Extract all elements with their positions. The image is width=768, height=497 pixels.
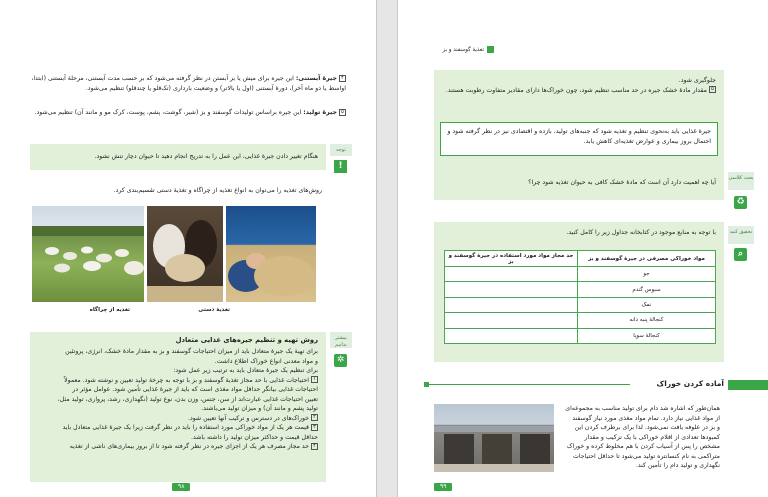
exclamation-icon: ! bbox=[334, 160, 347, 173]
research-text: با توجه به منابع موجود در کتابخانه جداول زیر را کامل کنید. bbox=[566, 229, 716, 236]
table-row: جو bbox=[445, 267, 716, 282]
goats-illustration bbox=[147, 206, 223, 302]
continued-text: جلوگیری شود. ۵مقدار مادهٔ خشک جیره در حد مناسب تنظیم شود، چون خوراک‌ها دارای مقادیر متفاوت رطوبت هستند. bbox=[445, 77, 716, 94]
discussion-question: آیا چه اهمیت دارد آن است که مادهٔ خشک کافی به حیوان تغذیه شود چرا؟ bbox=[528, 179, 716, 186]
running-header: تغذیهٔ گوسفند و بز bbox=[434, 46, 494, 56]
page-number-right: ۹۹ bbox=[434, 483, 452, 491]
left-page bbox=[0, 0, 376, 497]
table-row: کنجالهٔ پنبه دانه bbox=[445, 313, 716, 328]
section-title: آماده کردن خوراک bbox=[656, 379, 724, 388]
molecule-icon: ✲ bbox=[334, 354, 347, 367]
goat-feeding-photo bbox=[147, 206, 223, 302]
section-rule bbox=[424, 384, 630, 385]
caption-manual: تغذیهٔ دستی bbox=[198, 307, 230, 313]
research-tag: تحقیق کنید bbox=[728, 226, 754, 244]
page-number-left: ۹۸ bbox=[172, 483, 190, 491]
feed-barn-photo bbox=[434, 404, 554, 472]
step-3: ۳قیمت هر یک از مواد خوراکی مورد استفاده را باید در نظر گرفت زیرا یک جیرهٔ غذایی متعادل باید bbox=[34, 423, 318, 433]
important-boxed-note: جیرهٔ غذایی باید به‌نحوی تنظیم و تغذیه شود که جنبه‌های تولید، بازده و اقتصادی نیز در نظر گرفته شود و احتمال بروز بیماری و عوارض تغذیه‌ای کاهش یابد. bbox=[440, 122, 718, 156]
table-row: کنجالهٔ سویا bbox=[445, 328, 716, 343]
step-2: ۲خوراک‌های در دسترس و ترکیب آنها تعیین شود. bbox=[34, 414, 318, 424]
recycle-icon: ♻ bbox=[734, 196, 747, 209]
right-page bbox=[398, 0, 768, 497]
more-info-title: روش تهیه و تنظیم جیره‌های غذایی متعادل bbox=[175, 336, 318, 344]
discussion-tag: بحث کلاسی bbox=[728, 172, 754, 190]
table-row: سبوس گندم bbox=[445, 282, 716, 297]
section-rule-end bbox=[424, 382, 429, 387]
table-row: نمک bbox=[445, 297, 716, 312]
feed-limits-table bbox=[444, 250, 716, 344]
more-info-tag: بیشتر بدانیم bbox=[330, 332, 352, 348]
definition-pregnancy: ۴جیرهٔ آبستنی: این جیره برای میش یا بز آبستن در نظر گرفته می‌شود که بر حسب مدت آبستنی، مرحلهٔ آبستنی (ابتدا، اواسط یا دو ماه آخر)، دورهٔ آبستنی (اول یا بالاتر) و وضعیت بارداری (تک‌قلو یا چندقلو) تنظیم می‌شود. bbox=[31, 74, 346, 92]
step-4: ۴حد مجاز مصرف هر یک از اجزای جیره در نظر گرفته شود تا از بروز بیماری‌های ناشی از تغذیه bbox=[34, 442, 318, 452]
book-gutter bbox=[376, 0, 398, 497]
barn-illustration bbox=[434, 404, 554, 472]
pasture-photo bbox=[32, 206, 144, 302]
feed-preparation-text: همان‌طور که اشاره شد دام برای تولید مناسب به مجموعه‌ای از مواد غذایی نیاز دارد. تمام مواد مغذی مورد نیاز گوسفند و بز در علوفه یافت نمی‌شود. لذا برای برطرف کردن این کمبودها تعدادی از اقلام خوراکی با یک ترکیب و مقدار مشخص را پس از آسیاب کردن با هم مخلوط کرده و خوراک متراکمی به نام کنسانتره تولید می‌شود تا حداقل احتیاجات نگهداری و تولید دام را تأمین کند. bbox=[565, 405, 720, 469]
magnifier-icon: ⌕ bbox=[734, 248, 747, 261]
header-square-icon bbox=[487, 46, 494, 53]
grain-feed-photo bbox=[226, 206, 316, 302]
note-box bbox=[30, 144, 326, 170]
sheep-flock-illustration bbox=[32, 206, 144, 302]
more-info-box bbox=[30, 332, 326, 482]
caption-pasture: تغذیه از چراگاه bbox=[89, 307, 130, 313]
section-marker bbox=[728, 380, 768, 390]
note-tag: توجه bbox=[330, 144, 352, 156]
more-info-body: برای تهیهٔ یک جیرهٔ متعادل باید از میزان احتیاجات گوسفند و بز به مقدار مادهٔ خشک، انرژی، پروتئین و مواد معدنی انواع خوراک اطلاع داشت. برای تنظیم یک جیرهٔ متعادل باید به ترتیب زیر عمل شود: ۱احتیاجات غذایی با حد مجاز تغذیهٔ گوسفند و بز با توجه به چرخهٔ تولید تعیین و نوشته شود. معمولاً احتیاجات غذایی بیانگر حداقل مواد مغذی است که باید از جیرهٔ غذایی تأمین شود. عوامل مؤثر در تعیین احتیاجات غذایی عبارت‌اند از سن، جنس، وزن بدن، نوع تولید (نگهداری، رشد، پرواری، تولید مثل، تولید پشم و مانند آن) و میزان تولید می‌باشند. ۲خوراک‌های در دسترس و ترکیب آنها تعیین شود. ۳قیمت هر یک از مواد خوراکی مورد استفاده را باید در نظر گرفت زیرا یک جیرهٔ غذایی متعادل باید حداقل قیمت و حداکثر میزان تولید را داشته باشد. ۴حد مجاز مصرف هر یک از اجزای جیره در نظر گرفته شود تا از بروز بیماری‌های ناشی از تغذیه bbox=[34, 347, 318, 452]
step-1: ۱احتیاجات غذایی با حد مجاز تغذیهٔ گوسفند و بز با توجه به چرخهٔ تولید تعیین و نوشته شود. معمولاً bbox=[34, 376, 318, 386]
table-header-row: مواد خوراکی مصرفی در جیرهٔ گوسفند و بز حد مجاز مواد مورد استفاده در جیرهٔ گوسفند و بز bbox=[445, 251, 716, 267]
definition-production: ۵جیرهٔ تولید: این جیره براساس تولیدات گوسفند و بز (شیر، گوشت، پشم، پوست، کرک مو و مانند آن) تنظیم می‌شود. bbox=[22, 108, 346, 118]
note-text: هنگام تغییر دادن جیرهٔ غذایی، این عمل را به تدریج انجام دهید تا حیوان دچار تنش نشود. bbox=[94, 153, 318, 160]
feeding-intro: روش‌های تغذیه را می‌توان به انواع تغذیه از چراگاه و تغذیهٔ دستی تقسیم‌بندی کرد. bbox=[113, 187, 322, 194]
hand-with-grain-illustration bbox=[226, 206, 316, 302]
